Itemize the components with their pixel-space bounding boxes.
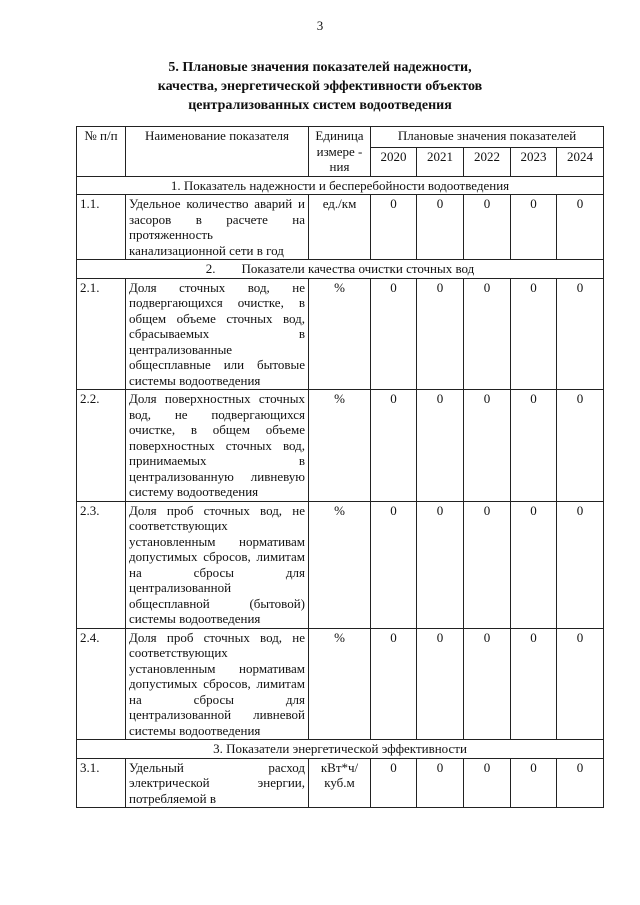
- value-cell: 0: [464, 195, 511, 260]
- value-cell: 0: [511, 390, 557, 502]
- value-cell: 0: [557, 390, 604, 502]
- value-cell: 0: [464, 390, 511, 502]
- header-year: 2020: [371, 147, 417, 176]
- table-row: [77, 758, 604, 808]
- indicator-unit: %: [309, 390, 371, 502]
- indicator-name: Доля проб сточных вод, не соответствующих установленным нормативам допустимых сбросов, лимитам на сбросы для централизованной общесплавной (бытовой) системы водоотведения: [126, 501, 309, 628]
- row-number: 2.4.: [77, 628, 126, 740]
- value-cell: 0: [557, 628, 604, 740]
- header-name: Наименование показателя: [126, 127, 309, 177]
- table-row: [77, 278, 604, 390]
- value-cell: 0: [511, 278, 557, 390]
- value-cell: 0: [557, 501, 604, 628]
- value-cell: 0: [557, 758, 604, 808]
- indicator-name: Удельное количество аварий и засоров в расчете на протяженность канализационной сети в год: [126, 195, 309, 260]
- indicator-unit: ед./км: [309, 195, 371, 260]
- row-number: 2.3.: [77, 501, 126, 628]
- document-title: [130, 58, 510, 115]
- section-title: 3. Показатели энергетической эффективности: [77, 740, 604, 759]
- value-cell: 0: [417, 501, 464, 628]
- header-year: 2021: [417, 147, 464, 176]
- section-title: 1. Показатель надежности и бесперебойности водоотведения: [77, 176, 604, 195]
- section-row: [77, 740, 604, 759]
- title-line-1: 5. Плановые значения показателей надежности,: [168, 60, 472, 75]
- indicator-name: Удельный расход электрической энергии, потребляемой в: [126, 758, 309, 808]
- value-cell: 0: [417, 390, 464, 502]
- indicators-table: [76, 126, 604, 808]
- header-plan-values: Плановые значения показателей: [371, 127, 604, 148]
- header-year: 2024: [557, 147, 604, 176]
- row-number: 3.1.: [77, 758, 126, 808]
- title-line-3: централизованных систем водоотведения: [188, 98, 452, 113]
- value-cell: 0: [371, 758, 417, 808]
- indicator-name: Доля сточных вод, не подвергающихся очистке, в общем объеме сточных вод, сбрасываемых в централизованные общесплавные или бытовые системы водоотведения: [126, 278, 309, 390]
- indicator-unit: %: [309, 501, 371, 628]
- value-cell: 0: [464, 278, 511, 390]
- header-num: № п/п: [77, 127, 126, 177]
- header-unit: Единица измере - ния: [309, 127, 371, 177]
- value-cell: 0: [417, 278, 464, 390]
- indicator-unit: кВт*ч/ куб.м: [309, 758, 371, 808]
- indicator-unit: %: [309, 628, 371, 740]
- table-row: [77, 390, 604, 502]
- header-year: 2023: [511, 147, 557, 176]
- value-cell: 0: [371, 628, 417, 740]
- indicator-name: Доля проб сточных вод, не соответствующих установленным нормативам допустимых сбросов, лимитам на сбросы для централизованной ливневой системы водоотведения: [126, 628, 309, 740]
- value-cell: 0: [464, 758, 511, 808]
- row-number: 2.1.: [77, 278, 126, 390]
- value-cell: 0: [371, 278, 417, 390]
- table-row: [77, 195, 604, 260]
- section-title: 2. Показатели качества очистки сточных вод: [77, 260, 604, 279]
- value-cell: 0: [464, 628, 511, 740]
- value-cell: 0: [511, 195, 557, 260]
- value-cell: 0: [557, 195, 604, 260]
- value-cell: 0: [417, 195, 464, 260]
- page-number: 3: [316, 18, 324, 33]
- row-number: 1.1.: [77, 195, 126, 260]
- value-cell: 0: [511, 628, 557, 740]
- value-cell: 0: [371, 195, 417, 260]
- value-cell: 0: [464, 501, 511, 628]
- value-cell: 0: [417, 628, 464, 740]
- value-cell: 0: [371, 390, 417, 502]
- value-cell: 0: [511, 501, 557, 628]
- value-cell: 0: [557, 278, 604, 390]
- value-cell: 0: [417, 758, 464, 808]
- table-row: [77, 501, 604, 628]
- table-row: [77, 628, 604, 740]
- row-number: 2.2.: [77, 390, 126, 502]
- indicator-unit: %: [309, 278, 371, 390]
- section-row: [77, 176, 604, 195]
- value-cell: 0: [511, 758, 557, 808]
- header-year: 2022: [464, 147, 511, 176]
- title-line-2: качества, энергетической эффективности объектов: [157, 79, 483, 94]
- value-cell: 0: [371, 501, 417, 628]
- section-row: [77, 260, 604, 279]
- header-row: [77, 127, 604, 148]
- indicator-name: Доля поверхностных сточных вод, не подвергающихся очистке, в общем объеме поверхностных сточных вод, принимаемых в централизованную ливневую систему водоотведения: [126, 390, 309, 502]
